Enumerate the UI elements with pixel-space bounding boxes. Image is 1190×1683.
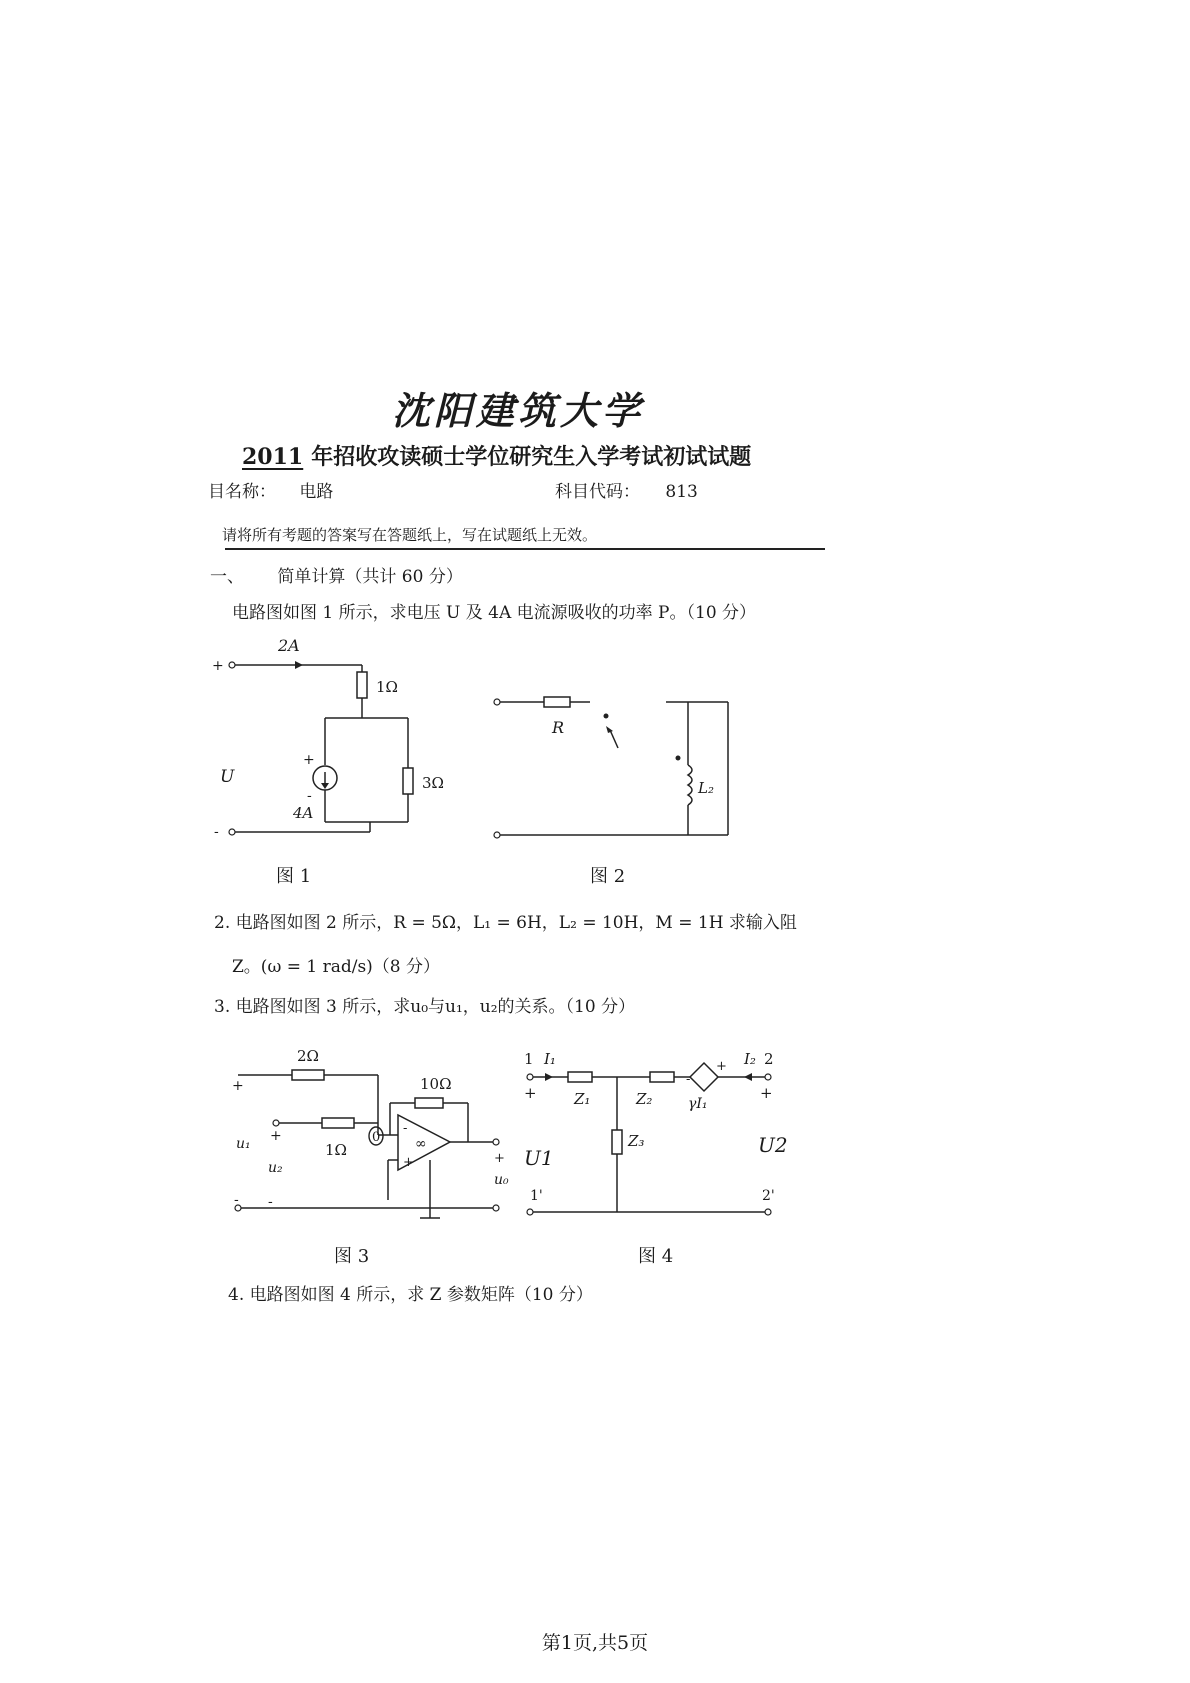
fig4-dep-plus: + (716, 1059, 727, 1074)
subject-value: 电路 (299, 482, 334, 502)
fig3-u1-minus: - (234, 1192, 239, 1208)
fig4-z2: Z₂ (636, 1090, 653, 1108)
question-1: 电路图如图 1 所示，求电压 U 及 4A 电流源吸收的功率 P。（10 分） (232, 603, 757, 623)
fig3-u2-label: u₂ (268, 1160, 283, 1176)
fig3-r-fb-label: 10Ω (420, 1075, 452, 1093)
fig3-caption: 图 3 (334, 1246, 370, 1267)
fig4-dep: γI₁ (688, 1096, 708, 1112)
section-number: 一、 (210, 567, 244, 587)
code-value: 813 (665, 482, 698, 502)
fig3-r-top-label: 2Ω (297, 1047, 319, 1065)
fig1-source-label: 4A (293, 804, 314, 822)
fig1-source-minus: - (307, 788, 312, 804)
question-3: 3. 电路图如图 3 所示，求u₀与u₁，u₂的关系。（10 分） (214, 997, 636, 1017)
fig3-u0-label: u₀ (494, 1172, 509, 1188)
fig4-caption: 图 4 (638, 1246, 674, 1267)
fig4-u2-plus: + (760, 1084, 773, 1102)
exam-year: 2011 (242, 444, 304, 470)
fig4-z1: Z₁ (574, 1090, 591, 1108)
fig3-opamp-label: ∞ (415, 1136, 427, 1152)
fig3-u2-minus: - (268, 1194, 273, 1210)
fig3-r-in-label: 1Ω (325, 1141, 347, 1159)
fig3-u2-plus: + (270, 1128, 282, 1144)
fig3-u1-label: u₁ (236, 1136, 251, 1152)
fig3-u0-plus: + (494, 1151, 505, 1166)
question-2-line-2: Z。(ω = 1 rad/s)（8 分） (232, 957, 441, 977)
fig1-current-label: 2A (278, 636, 300, 655)
fig1-r1-label: 1Ω (376, 678, 398, 696)
fig1-plus: + (212, 658, 224, 674)
fig4-i2: I₂ (744, 1050, 756, 1068)
subject-label: 目名称： (208, 482, 276, 502)
page-footer: 第1页,共5页 (541, 1632, 649, 1654)
fig4-port1p: 1' (530, 1188, 543, 1204)
fig1-source-plus: + (303, 752, 315, 768)
fig3-opamp-minus: - (403, 1121, 408, 1136)
fig1-voltage-label: U (220, 767, 235, 787)
fig3-u1-plus-top: + (232, 1078, 244, 1094)
fig3-opamp-plus: + (403, 1155, 414, 1170)
fig1-caption: 图 1 (276, 866, 312, 887)
university-name: 沈阳建筑大学 (392, 388, 645, 433)
fig2-caption: 图 2 (590, 866, 626, 887)
fig4-u1-plus: + (524, 1084, 537, 1102)
fig4-z3: Z₃ (628, 1132, 645, 1150)
fig4-u2: U2 (758, 1133, 788, 1157)
section-title: 简单计算（共计 60 分） (277, 567, 463, 587)
fig4-port2p: 2' (762, 1188, 775, 1204)
fig2-l2-label: L₂ (698, 779, 714, 797)
fig4-i1: I₁ (544, 1050, 556, 1068)
fig3-node-label: 0 (372, 1130, 381, 1145)
fig4-port1: 1 (524, 1050, 534, 1068)
exam-title-text: 年招收攻读硕士学位研究生入学考试初试试题 (311, 444, 752, 470)
notice: 请将所有考题的答案写在答题纸上，写在试题纸上无效。 (222, 526, 598, 544)
fig4-port2: 2 (764, 1050, 774, 1068)
question-4: 4. 电路图如图 4 所示，求 Z 参数矩阵（10 分） (228, 1285, 593, 1305)
fig4-u1: U1 (524, 1146, 554, 1170)
fig2-r-label: R (552, 718, 565, 737)
fig4-dep-minus: - (686, 1072, 691, 1087)
code-label: 科目代码： (555, 482, 640, 502)
fig1-r2-label: 3Ω (422, 774, 444, 792)
fig1-minus: - (214, 824, 219, 840)
question-2-line-1: 2. 电路图如图 2 所示，R = 5Ω，L₁ = 6H，L₂ = 10H，M = 1H 求输入阻 (214, 913, 797, 933)
